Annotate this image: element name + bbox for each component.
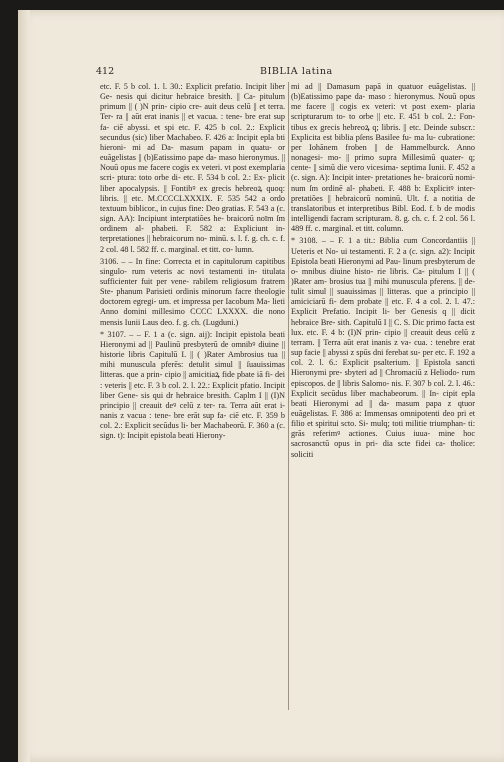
entry-3107-continued: [291, 82, 475, 234]
entry-text: * 3107. – – F. 1 a (c. sign. aij): Incipit epistola beati Hieronymi ad || Paulinū presbyterū de omnibꝰ diuine || historie libris Capitulū I. || ( )Rater Ambrosius tua || mihi munuscula pferēs: detulit simul || ſuauissimas litteras. que a prin- cipio || amicitiaꝝ fide pbate iā fi- dei : veteris || etc. F. 3 b col. 2. l. 22.: Explicit pfatio. Incipit liber Gene- sis qui dr hebraice bresith. Caplm I || (I)N principio || creauit deꝰ celū z ter- ra. Terra aūt erat i- nanis z vacua : tene- bre erāt sup fa- ciē etc. F. 359 b col. 2.: Explicit secūdus li- ber Machabeorū. F. 360 a (c. sign. t): Incipit epistola beati Hierony-: [100, 329, 285, 441]
page-number: 412: [96, 66, 115, 77]
entry-text: mi ad || Damasum papā in quatuor euãgelistas. || (b)Eatissimo pape da- maso : hieronymus. Nouū opus me facere || cogis ex veteri: vt post exem- plaria scripturarum to- to orbe || etc. F. 451 b col. 2.: Fon- tibus ex grecis hebreoꝝ q; libris. || etc. Deinde subscr.: Explicita est biblia pſens Basilee fu- ma lu- cubratione: per Iohānem froben || de Hammelburck. Anno nonagesi- mo- || primo supra Millesimū quater- q; cente- || simū die vero vicesima- septima Iunii. F. 452 a (c. sign. A): Incipit inter- pretationes he- braicorū nomi- num ſm ordinē al- phabeti. F. 488 b: Explicitꝰ inter- pretatiões || hebraicorū nominū. Ult. f. a notitia de translatoribus et interpretibus Bibl. Eod. f. b de modis intelligendi facram scripturam. 8. g. ch. c. f. 2 col. 56 l. 489 ff. c. marginal. et titt. column.: [291, 82, 475, 234]
entry-continuation: [100, 82, 285, 255]
left-column: [100, 82, 285, 443]
entry-text: etc. F. 5 b col. 1. l. 30.: Explicit prefatio. Incipit liber Ge- nesis qui dicitur hebraice bresith. || Ca- pitulum primum || ( )N prin- cipio cre- auit deus celū || et terra. Ter- ra || aūt erat inanis || et vacua. : tene- bre erat sup fa- ciē abyssi. et spi etc. F. 425 b col. 2.: Explicit secundus (sic) liber Machabeo. F. 426 a: Incipit epla bti hieroni- mi ad Da- masum papam in quatu- or euãgelistas || (b)Eatissimo pape da- maso hieronymus. || Nouū opus me facere cogis ex veteri. vt post exemplaria scri- ptura: toto orbe di- etc. F. 534 b col. 2.: Ex- plicit liber apocalypsis. || Fontibꝰ ex grecis hebreoꝝ quoq: libris. || etc. M.CCCCLXXXIX. F. 535 542 a ordo textuum biblicor., in cujus fine: Deo gratias. F. 543 a (c. sign. AA): Incipiunt interptatiões he- braicorū noīm ſm ordinem al- phabeti. F. 582 a: Expliciunt in- terpretationes || hebraicorum no- minū. s. l. f. g. ch. c. f. 2 col. 48 l. 582 ff. c. marginal. et titt. co- lumn.: [100, 82, 285, 254]
entry-text: 3106. – – In fine: Correcta et in capitulorum capitibus singulo- rum veteris ac novi testamenti in- titulata sufficienter fuit per vene- rabilem religiosum fratrem Ste- phanum Parisieti ordinis minorum facre theologie doctorem egregi- um. et impressa per Iacobum Ma- lieti Anno domini millesimo CCCC LXXXX. die nono mensis Iunii Laus deo. f. g. ch. (Lugduni.): [100, 256, 285, 327]
page-gutter: [18, 10, 30, 762]
entry-text: * 3108. – – F. 1 a tit.: Biblia cum Concordantiis || Ueteris et No- ui testamenti. F. 2 a (c. sign. a2): Incipit Epistola beati Hieronymi ad Pau- linum presbyterum de o- mnibus diuine histo- rie libris. Ca- pitulum I || ( )Rater am- brosius tua || mihi munuscula pferens. || de- tulit simul || suauissimas || litteras. que a principio || amiciciarū fi- dem probate || etc. F. 4 a col. 2. l. 47.: Explicit Prefatio. Incipit li- ber Genesis q || dicit hebraice Bre- sith. Capitulū I || C. S. Dic primo facta est lux. etc. F. 4 b: (I)N prin- cipio || creauit deus celū z terram. || Terra aūt erat inanis z va- cua. : tenebre erat sup facie || abyssi z spūs dni ferebat su- per etc. F. 192 a col. 2. l. 6.: Explicit psalterium. || Epistola sancti Hieronymi pre- sbyteri ad || Chromaciū z Heliodo- rum episcopos. de || libris Salomo- nis. F. 307 b col. 2. l. 46.: Explicit secūdus liber machabeorum. || In- cipit epla beati Hieronymi ad || da- masum papa z qtuor euãgelistas. F. 386 a: Immensas omnipotenti deo pri et filio et spiritui scto. Si- mulq; toti militie triumphan- ti: grās referimꝰ actiones. Cuius iuua- mine hoc sacrosanctū opus in pri- dia scte fidei ca- tholice: soliciti: [291, 236, 475, 459]
entry-3108: [291, 236, 475, 459]
entry-3107: [100, 330, 285, 442]
running-title: BIBLIA latina: [260, 66, 333, 77]
column-divider: [288, 82, 289, 710]
right-column: [291, 82, 475, 462]
entry-3106: [100, 257, 285, 328]
